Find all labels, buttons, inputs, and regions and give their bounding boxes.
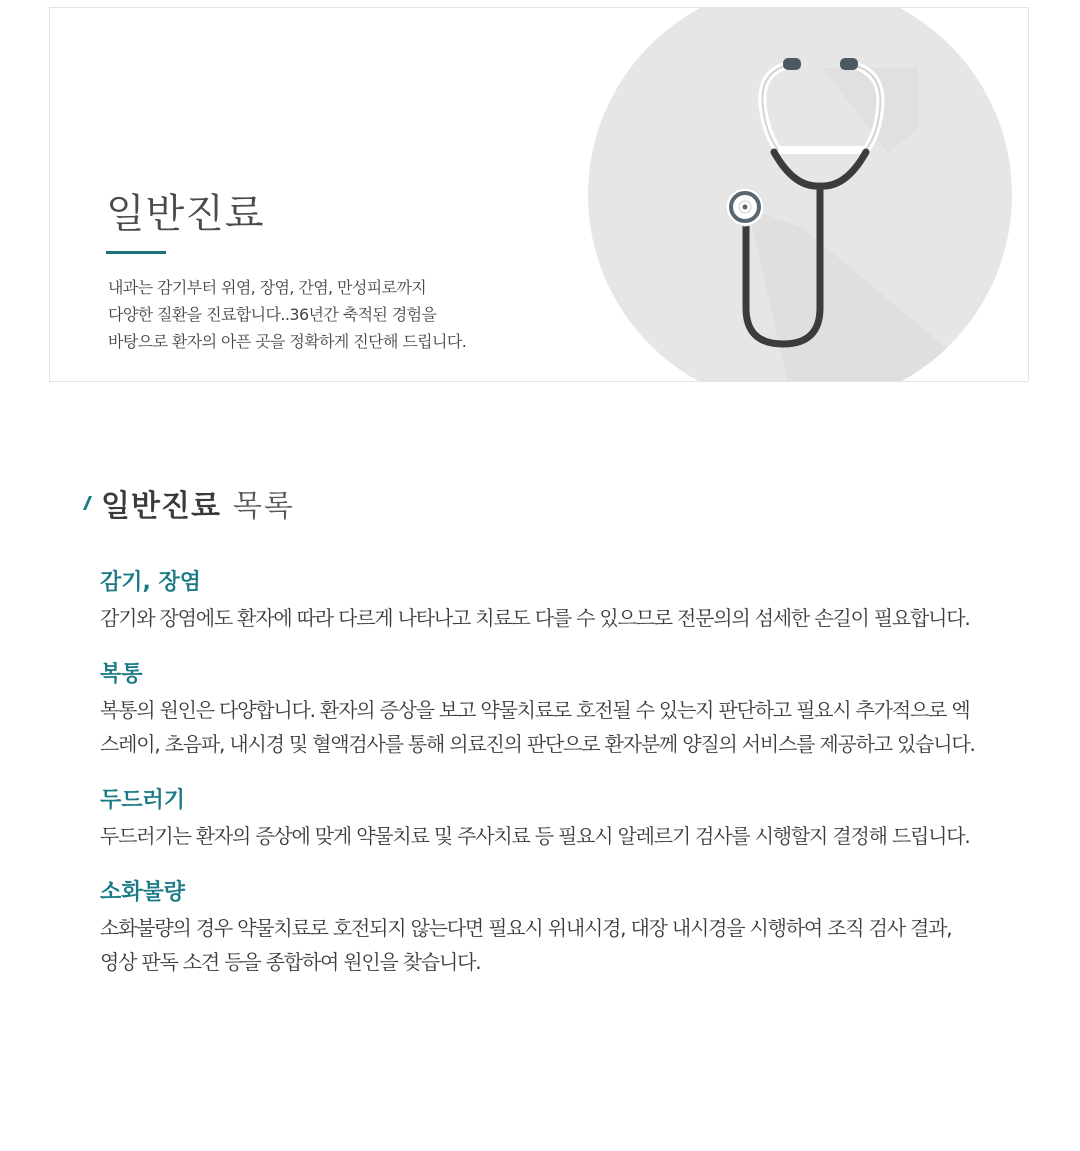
list-item [100, 657, 1050, 761]
section-subtitle: 목록 [232, 489, 295, 524]
description-line: 바탕으로 환자의 아픈 곳을 정확하게 진단해 드립니다. [108, 332, 467, 351]
item-description: 두드러기는 환자의 증상에 맞게 약물치료 및 주사치료 등 필요시 알레르기 검사를 시행할지 결정해 드립니다. [100, 824, 970, 848]
item-description: 스레이, 초음파, 내시경 및 혈액검사를 통해 의료진의 판단으로 환자분께 양질의 서비스를 제공하고 있습니다. [100, 732, 975, 756]
item-description: 복통의 원인은 다양합니다. 환자의 증상을 보고 약물치료로 호전될 수 있는지 판단하고 필요시 추가적으로 엑 [100, 698, 970, 722]
title-underline [106, 251, 166, 254]
section-heading [80, 478, 295, 528]
quote-mark-icon [80, 492, 94, 512]
description-line: 다양한 질환을 진료합니다..36년간 축적된 경험을 [108, 305, 437, 324]
chestpiece-dot [743, 205, 748, 210]
page-title: 일반진료 [106, 191, 265, 237]
hero-description [108, 274, 466, 355]
section-title: 일반진료 [101, 489, 221, 524]
description-line: 내과는 감기부터 위염, 장염, 간염, 만성피로까지 [108, 278, 427, 297]
item-description: 영상 판독 소견 등을 종합하여 원인을 찾습니다. [100, 950, 481, 974]
item-description: 소화불량의 경우 약물치료로 호전되지 않는다면 필요시 위내시경, 대장 내시경을 시행하여 조직 검사 결과, [100, 916, 952, 940]
item-title: 감기, 장염 [100, 570, 202, 595]
treatment-list [100, 565, 1050, 1001]
item-description: 감기와 장염에도 환자에 따라 다르게 나타나고 치료도 다를 수 있으므로 전문의의 섬세한 손길이 필요합니다. [100, 606, 970, 630]
stethoscope-icon [588, 8, 1012, 382]
item-title: 소화불량 [100, 880, 186, 905]
list-item [100, 565, 1050, 635]
earpiece-left [783, 58, 801, 70]
item-title: 복통 [100, 662, 143, 687]
hero-banner [49, 7, 1029, 382]
earpiece-right [840, 58, 858, 70]
item-title: 두드러기 [100, 788, 186, 813]
list-item [100, 783, 1050, 853]
list-item [100, 875, 1050, 979]
